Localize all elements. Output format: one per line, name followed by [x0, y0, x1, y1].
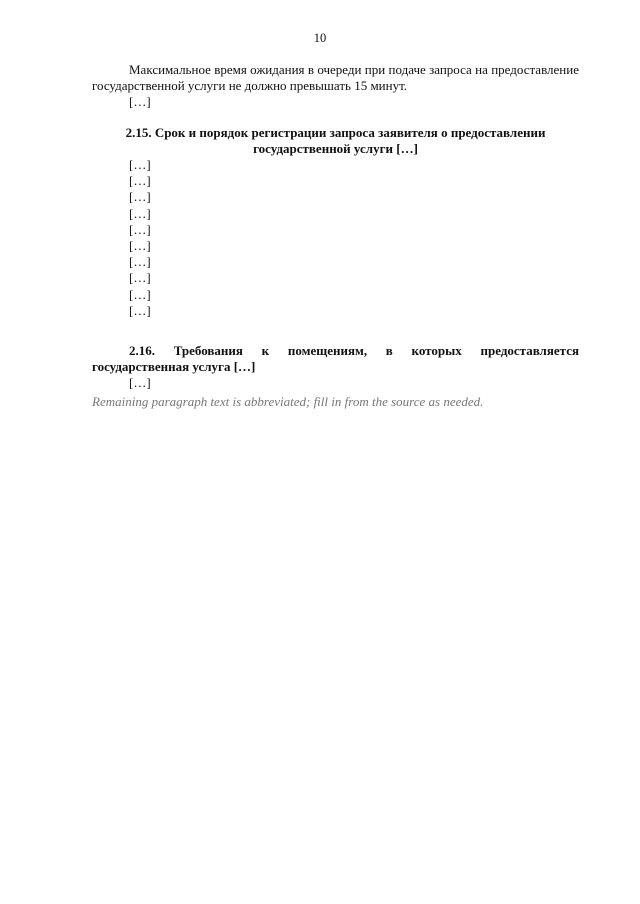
paragraph-mail-submission: […]	[129, 205, 151, 221]
page-body	[92, 62, 579, 410]
paragraph-intake-specialist: […]	[129, 221, 151, 237]
section-heading-2-15: 2.15. Срок и порядок регистрации запроса заявителя о предоставлении государственной услуги […]	[125, 124, 546, 156]
list-item: […]	[129, 254, 151, 270]
paragraph-specialist-checks: […]	[129, 173, 151, 189]
paragraph-registration-time: […]	[129, 189, 151, 205]
list-item: […]	[129, 238, 151, 254]
paragraph-queue-wait: Максимальное время ожидания в очереди при подаче запроса на предоставление государственной услуги не должно превышать 15 минут.	[92, 62, 579, 94]
paragraph-result-wait: […]	[129, 94, 151, 110]
page-number: 10	[313, 31, 327, 45]
list-item: […]	[129, 270, 151, 286]
list-item: […]	[129, 286, 151, 302]
section-heading-2-16: 2.16. Требования к помещениям, в которых предоставляется государственная услуга […]	[92, 343, 579, 375]
abbreviation-note: Remaining paragraph text is abbreviated; fill in from the source as needed.	[92, 393, 484, 409]
paragraph-central-entrance: […]	[129, 375, 151, 391]
list-item: […]	[129, 302, 151, 318]
paragraph-personal-submission: […]	[129, 157, 151, 173]
